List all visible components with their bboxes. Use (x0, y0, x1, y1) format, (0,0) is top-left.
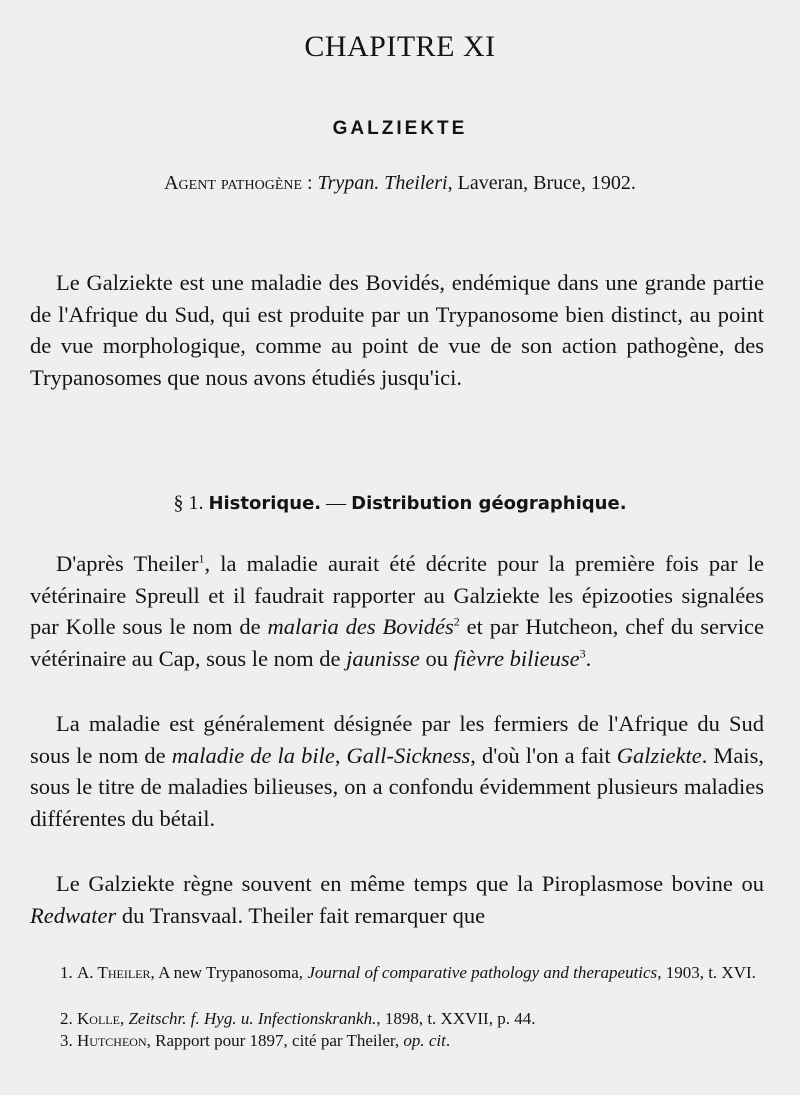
footnote-author: Hutcheon (77, 1031, 147, 1050)
footnote-number: 3. (60, 1031, 73, 1050)
history-paragraph-1 (30, 548, 764, 674)
italic-term: jaunisse (346, 645, 420, 671)
text-run: , 1903, t. XVI. (657, 963, 756, 982)
chapter-heading: CHAPITRE XI (304, 30, 496, 63)
history-paragraph-3 (30, 868, 764, 931)
footnote-ref: 2 (453, 614, 460, 629)
pathogen-agent-line (0, 172, 800, 195)
text-run: du Transvaal. Theiler fait remarquer que (116, 902, 486, 928)
italic-term: Redwater (30, 902, 117, 928)
text-run: , la maladie aurait été décrite pour la première fois par le vétérinaire Spreull et il faudrait rapporter au Galziekte les épizooties signalées par Kolle sous le nom de (30, 551, 764, 639)
text-run: , A new Trypanosoma, (150, 963, 308, 982)
footnote-author: Kolle (77, 1009, 120, 1028)
history-paragraph-2 (30, 708, 764, 834)
text-run: , (334, 742, 347, 768)
italic-term: maladie de la bile (171, 742, 335, 768)
text-run: , d'où l'on a fait (470, 742, 617, 768)
text-run: La maladie est généralement désignée par les fermiers de l'Afrique du Sud sous le nom de (30, 711, 764, 768)
agent-label: Agent pathogène : (164, 172, 313, 194)
subsection-heading (0, 492, 800, 515)
subsection-number: § 1. (173, 492, 204, 514)
footnote-ref: 1 (198, 551, 205, 566)
text-run: , Rapport pour 1897, cité par Theiler, (146, 1031, 404, 1050)
text-run: . (445, 1031, 451, 1050)
subsection-title-history: Historique. (208, 493, 322, 514)
section-title: GALZIEKTE (332, 118, 468, 139)
text-run: et par Hutcheon, chef du service vétérinaire au Cap, sous le nom de (30, 614, 764, 671)
text-run: Le Galziekte règne souvent en même temps que la Piroplasmose bovine ou (56, 871, 764, 896)
footnote-ref: 3 (579, 646, 586, 660)
text-run: . Mais, sous le titre de maladies bilieuses, on a confondu évidemment plusieurs maladies différentes du bétail. (30, 742, 765, 831)
italic-term: malaria des Bovidés (267, 614, 454, 639)
text-run: . (585, 645, 592, 671)
text-run: , (119, 1009, 129, 1028)
footnote-journal: Zeitschr. f. Hyg. u. Infectionskrankh. (128, 1009, 377, 1028)
subsection-dash: — (321, 492, 352, 514)
italic-term: fièvre bilieuse (453, 645, 580, 671)
footnote-citation: op. cit (403, 1031, 446, 1050)
footnote-number: 1. (60, 963, 73, 982)
footnote-journal: Journal of comparative pathology and therapeutics (307, 963, 658, 982)
footnote-1 (30, 962, 764, 984)
intro-paragraph: Le Galziekte est une maladie des Bovidés, endémique dans une grande partie de l'Afrique du Sud, qui est produite par un Trypanosome bien distinct, au point de vue morphologique, comme au point de vue de son action pathogène, des Trypanosomes que nous avons étudiés jusqu'ici. (30, 270, 764, 390)
agent-authors: , Laveran, Bruce, 1902. (447, 172, 636, 194)
italic-term: Gall-Sickness (346, 742, 471, 768)
text-run: , 1898, t. XXVII, p. 44. (376, 1009, 536, 1028)
footnote-number: 2. (60, 1009, 73, 1028)
text-run: ou (419, 645, 454, 671)
agent-species: Trypan. Theileri (317, 172, 448, 194)
subsection-title-distribution: Distribution géographique. (351, 493, 627, 514)
footnote-2 (30, 1008, 764, 1030)
footnote-author: A. Theiler (77, 963, 151, 982)
text-run: D'après Theiler (56, 551, 199, 576)
italic-term: Galziekte (616, 742, 702, 768)
footnote-3 (30, 1030, 764, 1052)
